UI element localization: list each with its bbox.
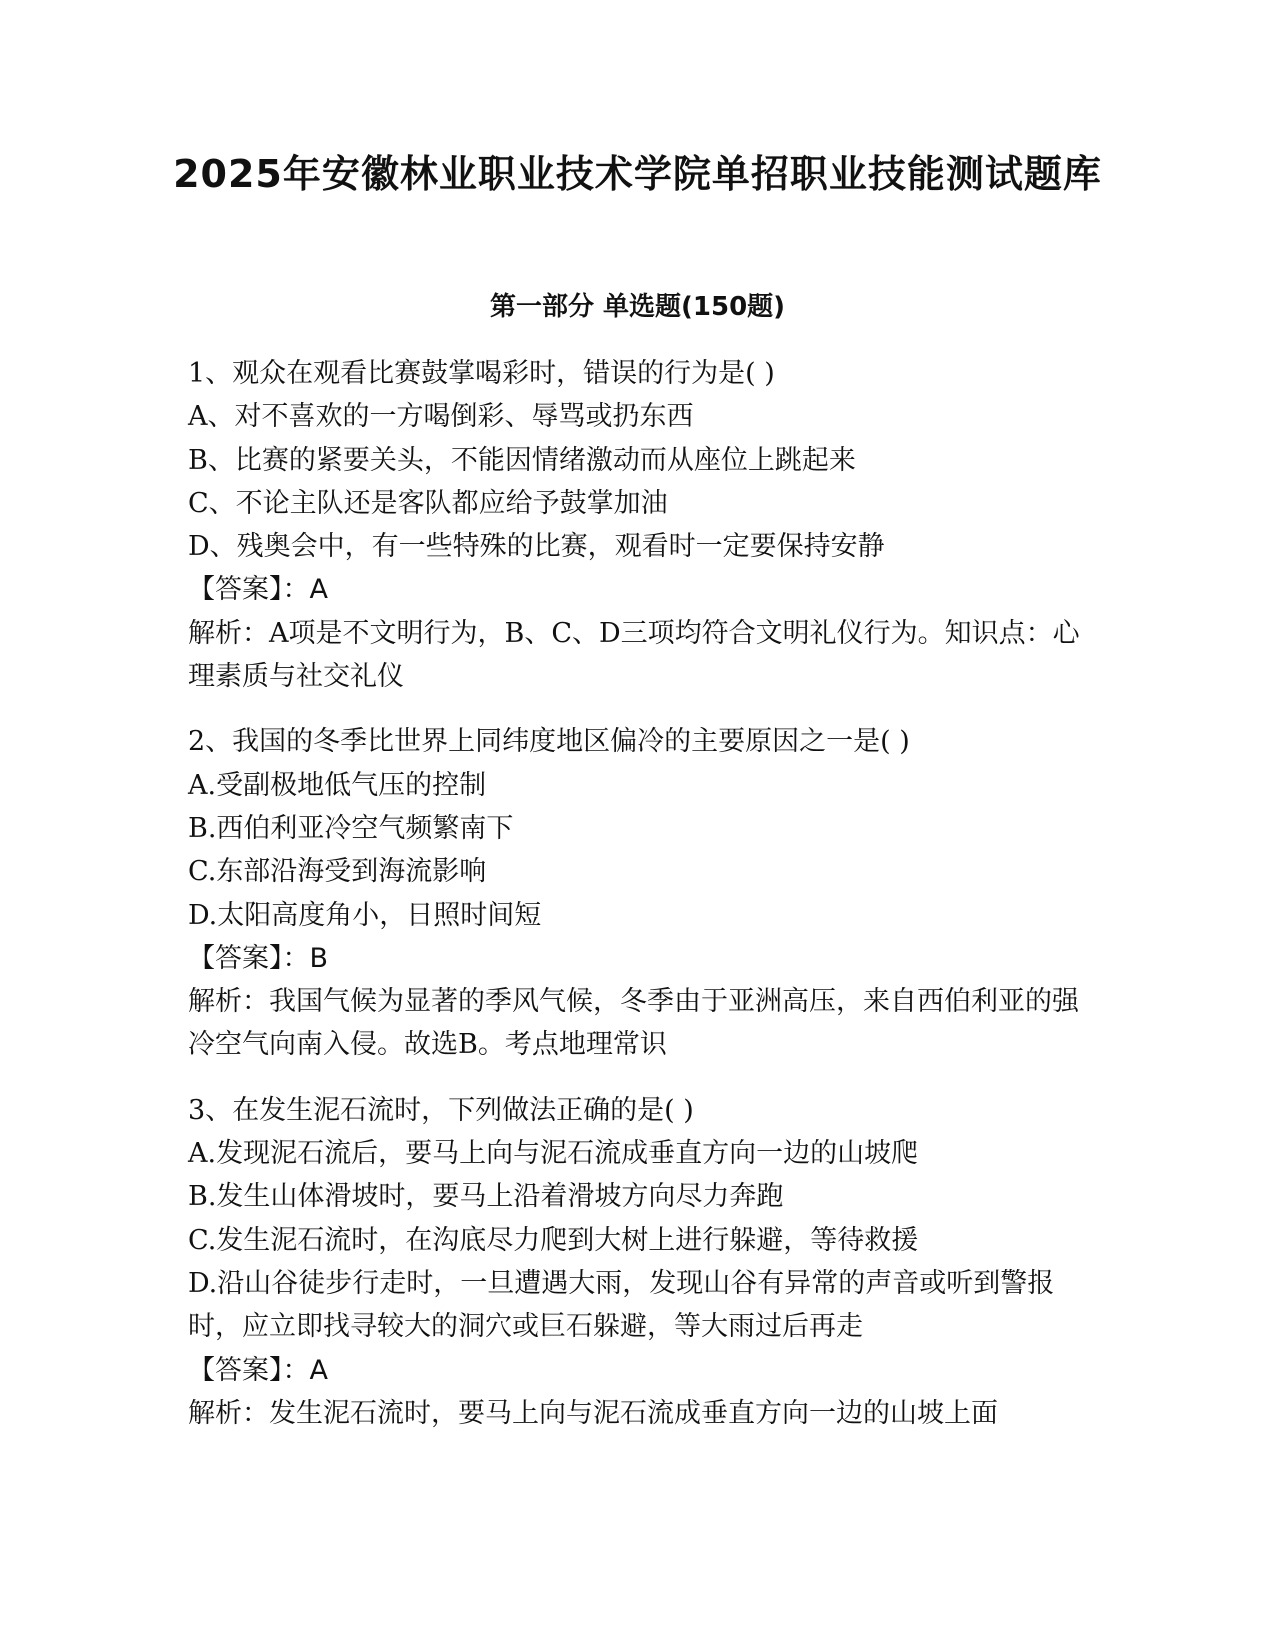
question-answer: 【答案】：A bbox=[188, 1354, 328, 1386]
question-analysis: 解析：发生泥石流时，要马上向与泥石流成垂直方向一边的山坡上面 bbox=[188, 1397, 998, 1429]
question-analysis: 解析：我国气候为显著的季风气候，冬季由于亚洲高压，来自西伯利亚的强冷空气向南入侵。故选B。考点地理常识 bbox=[188, 986, 1079, 1061]
question-option: D.太阳高度角小，日照时间短 bbox=[188, 899, 542, 931]
question-stem: 1、观众在观看比赛鼓掌喝彩时，错误的行为是( ) bbox=[188, 358, 775, 389]
question-item bbox=[188, 1089, 1088, 1435]
question-option: A.受副极地低气压的控制 bbox=[188, 769, 487, 801]
question-option: D.沿山谷徒步行走时，一旦遭遇大雨，发现山谷有异常的声音或听到警报时，应立即找寻较大的洞穴或巨石躲避，等大雨过后再走 bbox=[188, 1267, 1055, 1343]
question-item bbox=[188, 720, 1088, 1066]
question-analysis: 解析：A项是不文明行为，B、C、D三项均符合文明礼仪行为。知识点：心理素质与社交礼仪 bbox=[188, 617, 1080, 693]
question-option: D、残奥会中，有一些特殊的比赛，观看时一定要保持安静 bbox=[188, 531, 885, 563]
question-item bbox=[188, 352, 1088, 698]
question-answer: 【答案】：A bbox=[188, 574, 328, 606]
question-option: B、比赛的紧要关头，不能因情绪激动而从座位上跳起来 bbox=[188, 444, 856, 476]
question-answer: 【答案】：B bbox=[188, 942, 329, 974]
question-option: B.西伯利亚冷空气频繁南下 bbox=[188, 812, 514, 844]
document-title: 2025年安徽林业职业技术学院单招职业技能测试题库 bbox=[173, 152, 1102, 196]
question-option: A.发现泥石流后，要马上向与泥石流成垂直方向一边的山坡爬 bbox=[188, 1138, 919, 1170]
question-option: C.东部沿海受到海流影响 bbox=[188, 856, 487, 888]
question-option: C.发生泥石流时，在沟底尽力爬到大树上进行躲避，等待救援 bbox=[188, 1224, 919, 1256]
question-option: C、不论主队还是客队都应给予鼓掌加油 bbox=[188, 487, 668, 519]
section-title: 第一部分 单选题(150题) bbox=[489, 292, 786, 322]
question-list bbox=[188, 352, 1088, 1435]
question-option: A、对不喜欢的一方喝倒彩、辱骂或扔东西 bbox=[188, 401, 694, 433]
question-option: B.发生山体滑坡时，要马上沿着滑坡方向尽力奔跑 bbox=[188, 1181, 784, 1213]
question-stem: 2、我国的冬季比世界上同纬度地区偏冷的主要原因之一是( ) bbox=[188, 726, 910, 758]
question-stem: 3、在发生泥石流时，下列做法正确的是( ) bbox=[188, 1094, 694, 1126]
